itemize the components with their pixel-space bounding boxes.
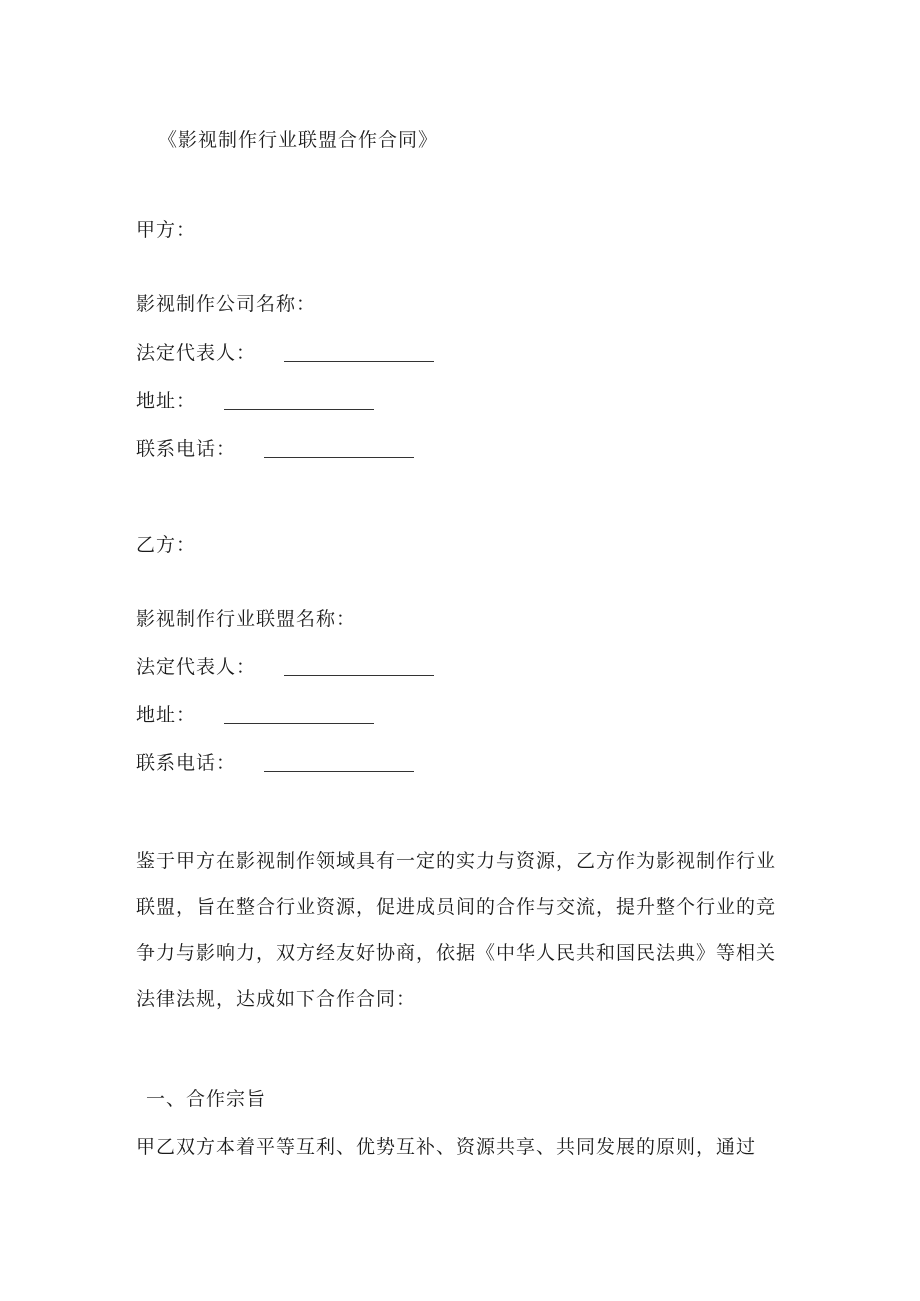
- party-a-representative-blank: [284, 361, 434, 362]
- party-a-phone-blank: [264, 457, 414, 458]
- party-b-representative-field: [136, 655, 434, 679]
- party-a-phone-label: 联系电话：: [136, 438, 237, 460]
- party-a-address-field: [136, 389, 374, 413]
- party-b-address-field: [136, 703, 374, 727]
- party-a-address-label: 地址：: [136, 390, 197, 412]
- contract-title: 《影视制作行业联盟合作合同》: [158, 129, 439, 151]
- preamble-line: 法律法规，达成如下合作合同：: [136, 988, 417, 1010]
- party-b-address-blank: [224, 723, 374, 724]
- party-b-phone-field: [136, 751, 414, 775]
- party-b-address-label: 地址：: [136, 704, 197, 726]
- party-b-representative-label: 法定代表人：: [136, 656, 257, 678]
- preamble-paragraph: [136, 849, 796, 1033]
- party-b-alliance-name-label: 影视制作行业联盟名称：: [136, 608, 357, 630]
- party-a-address-blank: [224, 409, 374, 410]
- party-a-representative-label: 法定代表人：: [136, 342, 257, 364]
- section-1-heading: 一、合作宗旨: [146, 1088, 267, 1110]
- party-a-phone-field: [136, 437, 414, 461]
- party-b-heading: 乙方：: [136, 534, 197, 556]
- party-b-phone-label: 联系电话：: [136, 752, 237, 774]
- preamble-line: 联盟，旨在整合行业资源，促进成员间的合作与交流，提升整个行业的竞: [136, 896, 777, 918]
- party-a-representative-field: [136, 341, 434, 365]
- preamble-line: 鉴于甲方在影视制作领域具有一定的实力与资源，乙方作为影视制作行业: [136, 850, 777, 872]
- section-1-text-line: 甲乙双方本着平等互利、优势互补、资源共享、共同发展的原则，通过: [136, 1136, 757, 1158]
- party-a-company-name-label: 影视制作公司名称：: [136, 293, 317, 315]
- party-b-phone-blank: [264, 771, 414, 772]
- preamble-line: 争力与影响力，双方经友好协商，依据《中华人民共和国民法典》等相关: [136, 942, 777, 964]
- party-a-heading: 甲方：: [136, 219, 197, 241]
- party-b-representative-blank: [284, 675, 434, 676]
